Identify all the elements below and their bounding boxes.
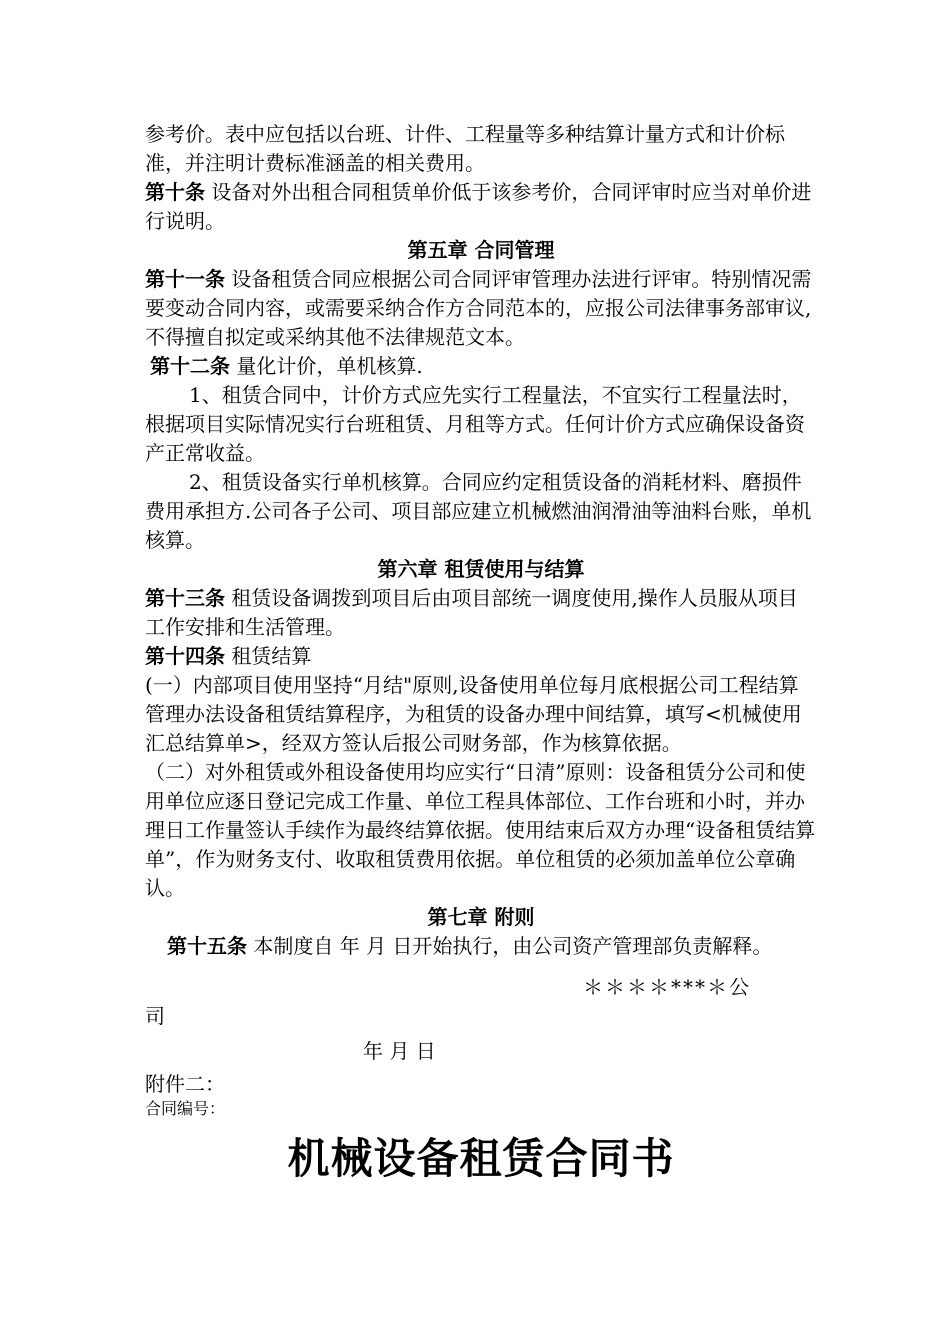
contract-title: 机械设备租赁合同书 [287, 1134, 675, 1183]
article-15-label: 第十五条 [167, 934, 247, 958]
document-body [145, 120, 817, 1189]
chapter-7-heading: 第七章 附则 [427, 905, 535, 929]
article-14-item-1: (一）内部项目使用坚持“月结"原则,设备使用单位每月底根据公司工程结算管理办法设备租赁结算程序，为租赁的设备办理中间结算，填写<机械使用汇总结算单>，经双方签认后报公司财务部，作为核算依据。 [145, 673, 802, 755]
article-10-text: 设备对外出租合同租赁单价低于该参考价，合同评审时应当对单价进行说明。 [145, 180, 812, 233]
contract-number-label: 合同编号： [145, 1099, 226, 1118]
article-12-item-2: 2、租赁设备实行单机核算。合同应约定租赁设备的消耗材料、磨损件费用承担方.公司各子公司、项目部应建立机械燃油润滑油等油料台账，单机核算。 [145, 470, 812, 552]
article-12-label: 第十二条 [150, 354, 230, 378]
chapter-5-heading: 第五章 合同管理 [407, 238, 555, 262]
article-13 [145, 584, 817, 642]
article-14 [145, 642, 817, 671]
signature-date: 年 月 日 [363, 1039, 436, 1063]
paragraph-reference-price: 参考价。表中应包括以台班、计件、工程量等多种结算计量方式和计价标准，并注明计费标准涵盖的相关费用。 [145, 122, 785, 175]
article-12 [145, 352, 817, 381]
article-14-item-2: （二）对外租赁或外租设备使用均应实行“日清”原则：设备租赁分公司和使用单位应逐日登记完成工作量、单位工程具体部位、工作台班和小时，并办理日工作量签认手续作为最终结算依据。使用结束后双方办理“设备租赁结算单”，作为财务支付、收取租赁费用依据。单位租赁的必须加盖单位公章确认。 [145, 760, 816, 900]
article-13-label: 第十三条 [145, 586, 225, 610]
signature-company-bottom: 司 [145, 1004, 165, 1028]
article-14-text: 租赁结算 [225, 644, 312, 668]
article-11-label: 第十一条 [145, 267, 225, 291]
article-13-text: 租赁设备调拨到项目后由项目部统一调度使用,操作人员服从项目工作安排和生活管理。 [145, 586, 798, 639]
article-11-text: 设备租赁合同应根据公司合同评审管理办法进行评审。特别情况需要变动合同内容，或需要采纳合作方合同范本的，应报公司法律事务部审议,不得擅自拟定或采纳其他不法律规范文本。 [145, 267, 812, 349]
signature-company-top: ＊＊＊＊***＊公 [583, 975, 751, 999]
article-10 [145, 178, 817, 236]
article-11 [145, 265, 817, 352]
article-10-label: 第十条 [145, 180, 205, 204]
article-12-item-1: 1、租赁合同中，计价方式应先实行工程量法，不宜实行工程量法时，根据项目实际情况实行台班租赁、月租等方式。任何计价方式应确保设备资产正常收益。 [145, 383, 805, 465]
article-15 [145, 932, 817, 961]
attachment-label: 附件二： [145, 1072, 225, 1096]
article-15-text: 本制度自 年 月 日开始执行，由公司资产管理部负责解释。 [247, 934, 773, 958]
article-14-label: 第十四条 [145, 644, 225, 668]
article-12-text: 量化计价，单机核算. [230, 354, 423, 378]
chapter-6-heading: 第六章 租赁使用与结算 [377, 557, 585, 581]
